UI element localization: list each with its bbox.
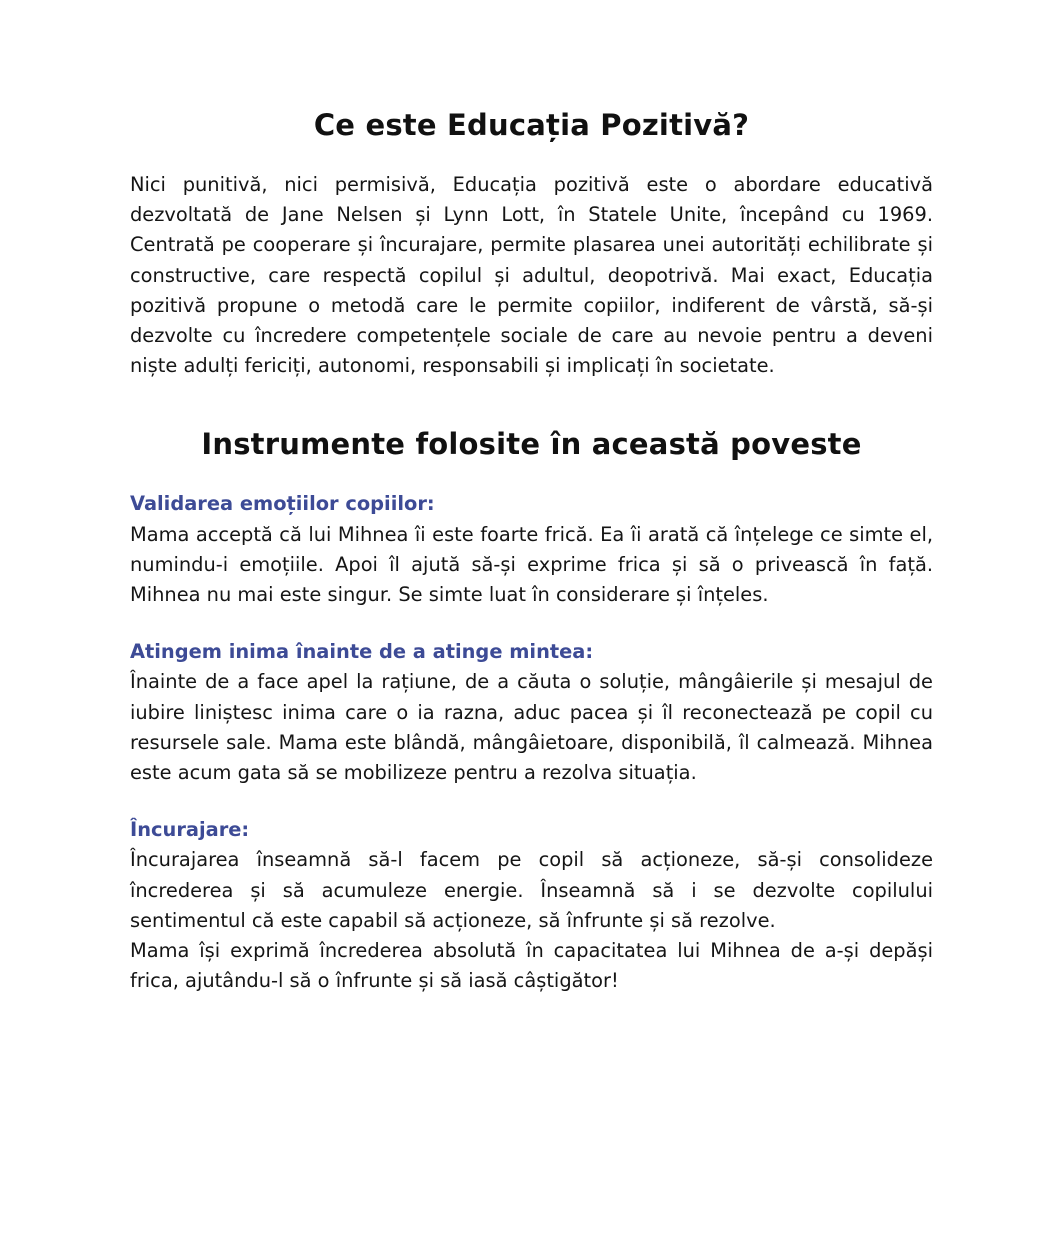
- section-text: Încurajarea înseamnă să-l facem pe copil să acționeze, să-și consolideze încrederea și să acumuleze energie. Înseamnă să i se dezvolte copilului sentimentul că este capabil să acționeze, să înfrunte și să rezolve.: [130, 848, 933, 932]
- section-emotion-validation: [130, 489, 933, 610]
- section-heading: Atingem inima înainte de a atinge mintea:: [130, 640, 594, 664]
- section-text: Înainte de a face apel la rațiune, de a căuta o soluție, mângâierile și mesajul de iubire liniștesc inima care o ia razna, aduc pacea și îl reconectează pe copil cu resursele sale. Mama este blândă, mângâietoare, disponibilă, îl calmează. Mihnea este acum gata să se mobilizeze pentru a rezolva situația.: [130, 670, 933, 785]
- section-encouragement: [130, 815, 933, 996]
- document-page: [130, 100, 933, 1023]
- section-heading: Încurajare:: [130, 818, 250, 842]
- section-heart-before-mind: [130, 637, 933, 788]
- tools-title: Instrumente folosite în această poveste: [201, 427, 862, 462]
- section-text: Mama acceptă că lui Mihnea îi este foarte frică. Ea îi arată că înțelege ce simte el, numindu-i emoțiile. Apoi îl ajută să-și exprime frica și să o privească în față. Mihnea nu mai este singur. Se simte luat în considerare și înțeles.: [130, 522, 933, 607]
- section-text-continued: Mama își exprimă încrederea absolută în capacitatea lui Mihnea de a-și depăși frica, ajutându-l să o înfrunte și să iasă câștigător!: [130, 939, 933, 993]
- section-heading: Validarea emoțiilor copiilor:: [130, 492, 435, 516]
- intro-paragraph: Nici punitivă, nici permisivă, Educația pozitivă este o abordare educativă dezvoltată de Jane Nelsen și Lynn Lott, în Statele Unite, începând cu 1969. Centrată pe cooperare și încurajare, permite plasarea unei autorități echilibrate și constructive, care respectă copilul și adultul, deopotrivă. Mai exact, Educația pozitivă propune o metodă care le permite copiilor, indiferent de vârstă, să-și dezvolte cu încredere competențele sociale de care au nevoie pentru a deveni niște adulți fericiți, autonomi, responsabili și implicați în societate.: [130, 173, 933, 378]
- intro-title: Ce este Educația Pozitivă?: [313, 108, 750, 142]
